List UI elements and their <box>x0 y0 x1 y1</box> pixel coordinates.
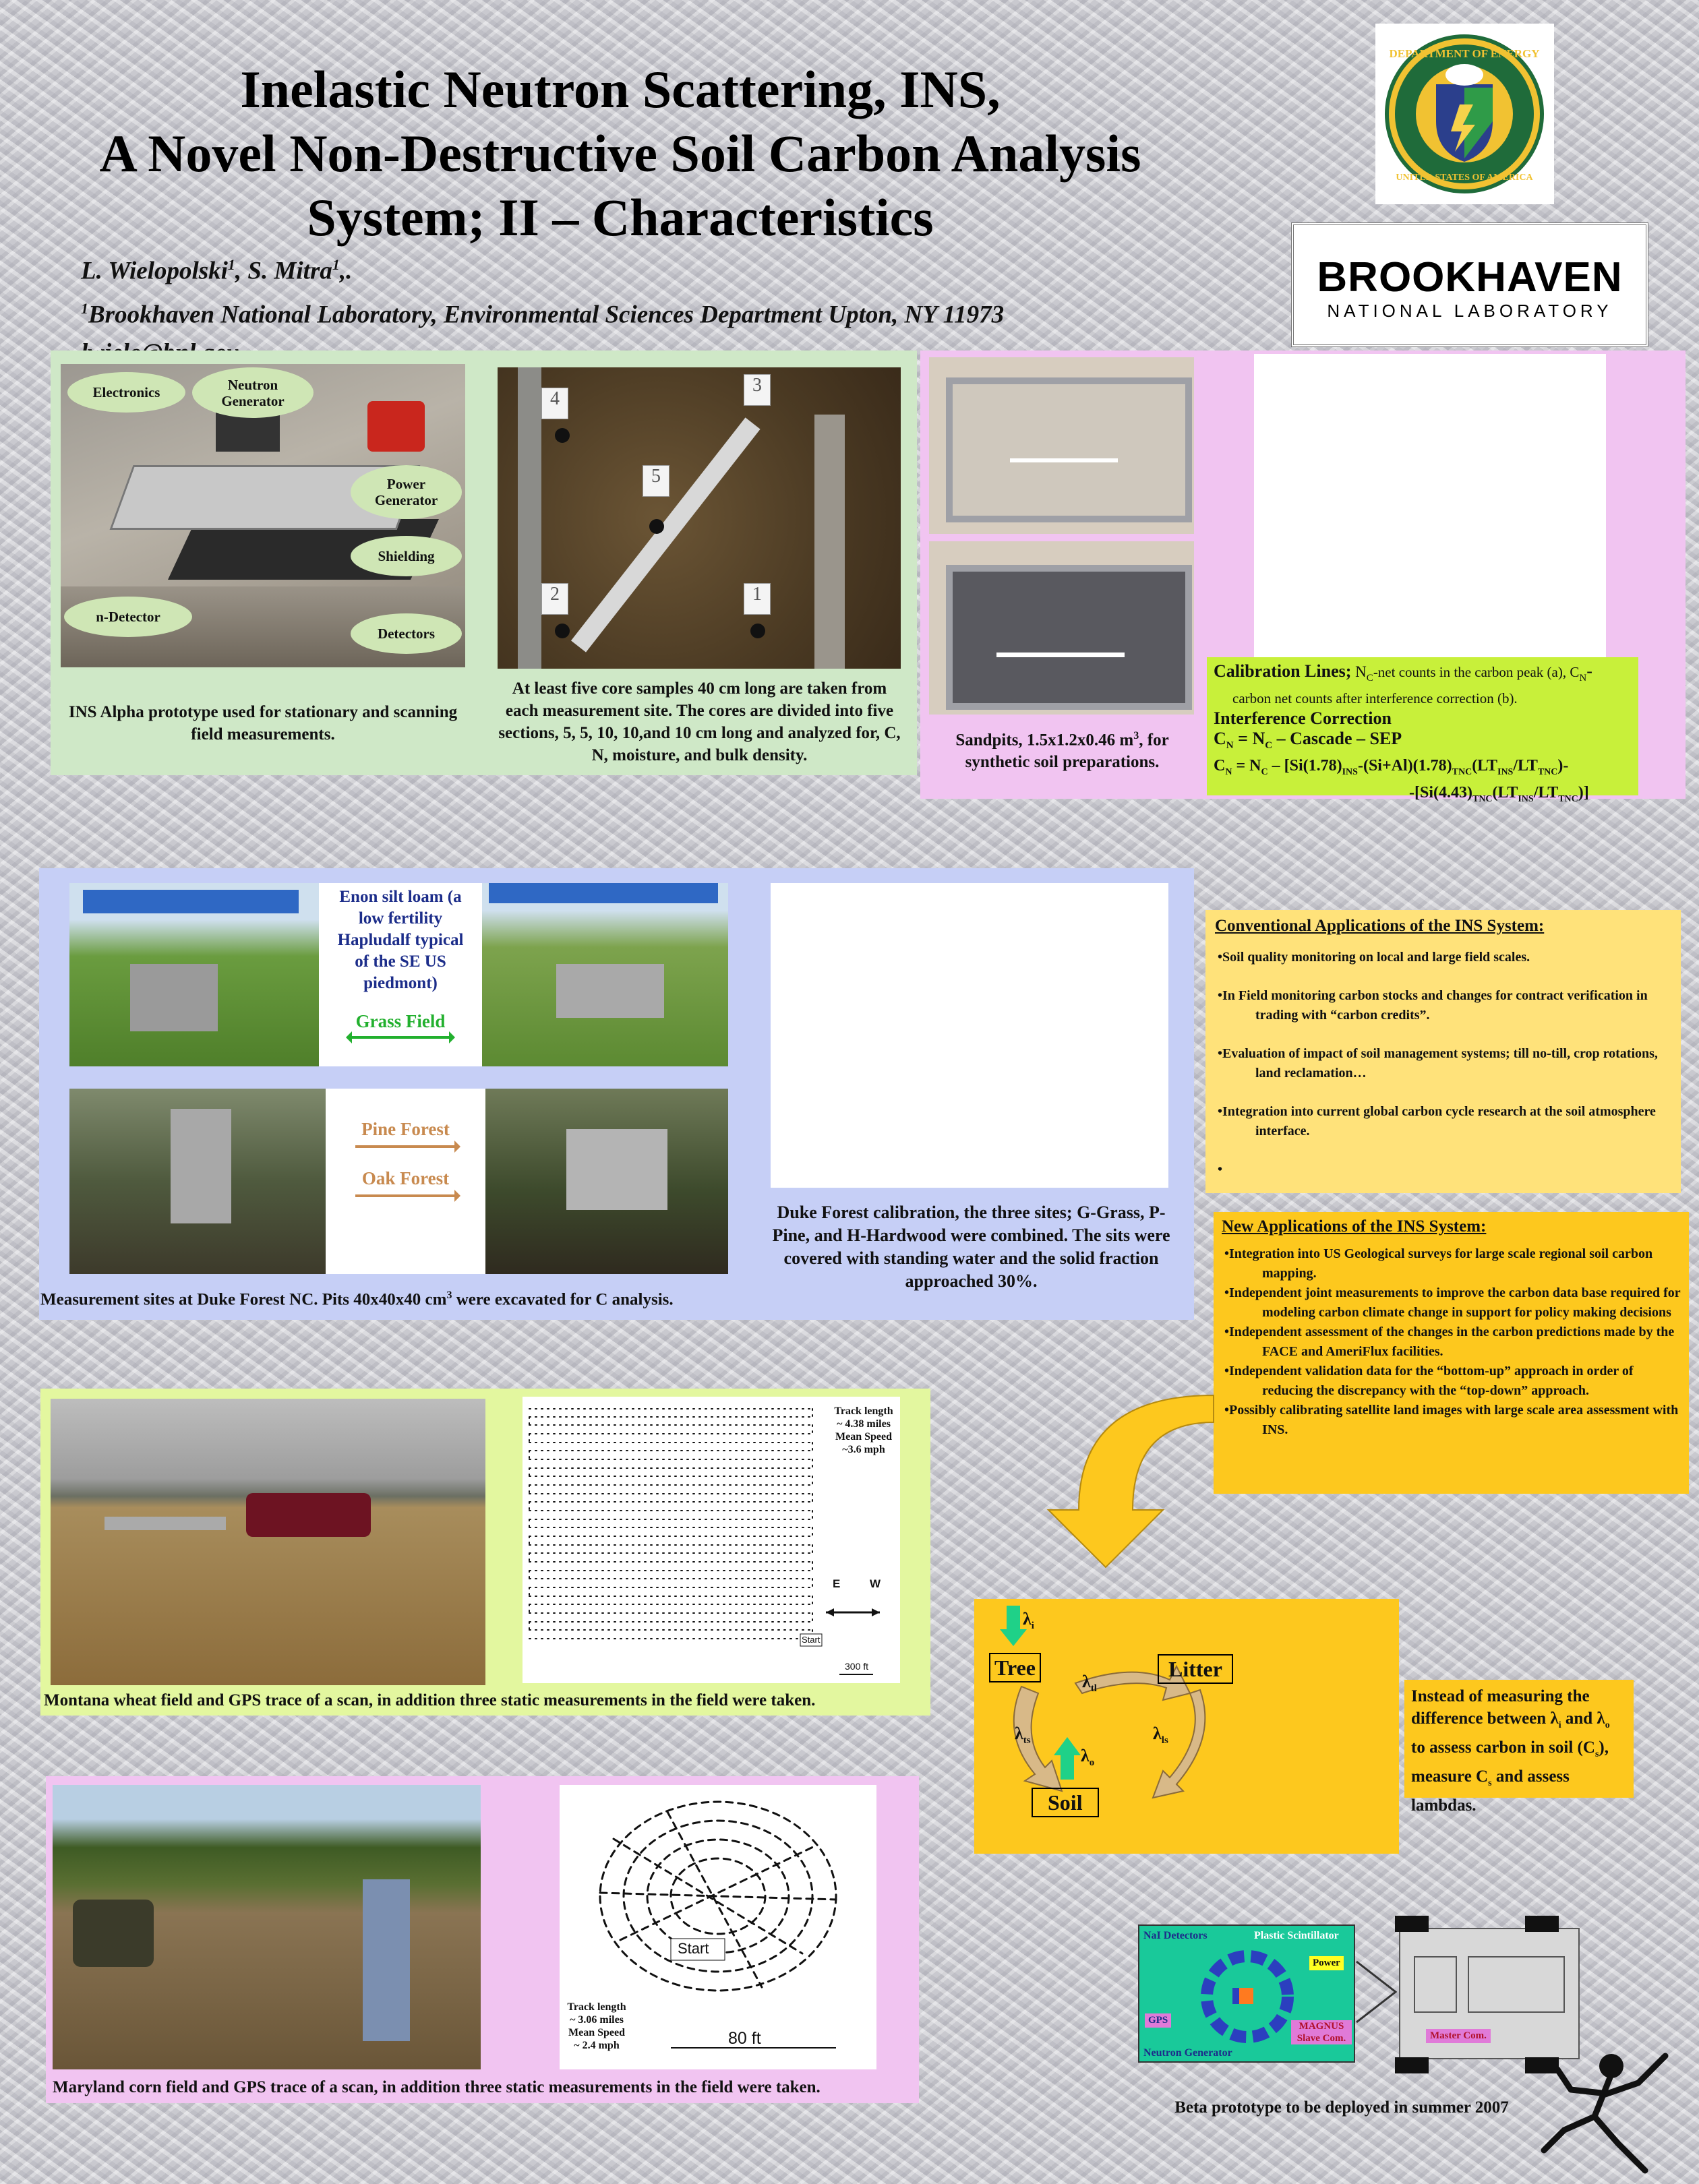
grass-arrow <box>350 1036 451 1039</box>
grass-field-label: Grass Field <box>355 1011 446 1031</box>
new-apps-item: • Independent validation data for the “bottom-up” approach in order of reducing the discrepancy with the “top-down” approach. <box>1222 1362 1681 1401</box>
duke-calibration-caption: Duke Forest calibration, the three sites; G-Grass, P-Pine, and H-Hardwood were combined. The sits were covered with standing water and the solid fraction approached 30%. <box>772 1203 1170 1291</box>
montana-scale-label: 300 ft <box>845 1661 869 1672</box>
core-card-2: 2 <box>541 583 568 615</box>
label-neutron-generator: Neutron Generator <box>192 367 314 418</box>
power-label: Power <box>1309 1956 1344 1970</box>
interference-eq-1: $C_N = N_C$ – Cascade – SEP <box>1214 729 1402 752</box>
carbon-cycle-box <box>974 1599 1399 1854</box>
conventional-item: • Soil quality monitoring on local and large field scales. <box>1215 948 1671 967</box>
beta-prototype-diagram <box>1138 1924 1355 2063</box>
doe-seal <box>1375 24 1554 204</box>
interference-eq-3: $-[Si(4.43)_{TNC}(LT_{INS}/LT_{TNC})]$ <box>1409 784 1589 804</box>
title-line-2: A Novel Non-Destructive Soil Carbon Analysis <box>99 124 1141 183</box>
label-detectors: Detectors <box>351 613 462 654</box>
oak-arrow <box>355 1194 456 1197</box>
core-card-1: 1 <box>744 583 771 615</box>
plastic-scintillator-label: Plastic Scintillator <box>1254 1930 1339 1941</box>
maryland-track-info: Track length ~ 3.06 miles Mean Speed ~ 2.4 mph <box>567 2001 626 2051</box>
label-electronics: Electronics <box>67 372 185 413</box>
conventional-list <box>1215 948 1671 1180</box>
beta-caption: Beta prototype to be deployed in summer 2007 <box>1174 2098 1509 2117</box>
bnl-logo-sub: NATIONAL LABORATORY <box>1327 301 1613 321</box>
interference-heading: Interference Correction <box>1214 708 1392 729</box>
core-card-5: 5 <box>643 465 669 497</box>
lambda-i: $\lambda_i$ <box>1023 1609 1034 1632</box>
sandpit-photo-a <box>929 357 1194 534</box>
calibration-line-2: carbon net counts after interference correction (b). <box>1232 690 1518 707</box>
beta-vehicle-diagram <box>1399 1928 1580 2059</box>
grass-field-photo-right <box>482 883 728 1066</box>
lambda-ts: $\lambda_{ts}$ <box>1015 1724 1031 1747</box>
author-line: L. Wielopolski$^1$, S. Mitra$^1$,. <box>81 256 353 285</box>
lambda-o: $\lambda_o$ <box>1081 1746 1095 1769</box>
new-apps-heading: New Applications of the INS System: <box>1222 1217 1487 1236</box>
maryland-scale-label: 80 ft <box>728 2029 761 2048</box>
gps-label: GPS <box>1145 2013 1171 2028</box>
oak-forest-label: Oak Forest <box>361 1168 450 1188</box>
label-power-generator: Power Generator <box>351 465 462 519</box>
master-com-label: Master Com. <box>1426 2029 1491 2043</box>
compass-w: W <box>870 1577 881 1590</box>
oak-forest-photo <box>485 1089 728 1274</box>
new-apps-item: • Independent assessment of the changes in the carbon predictions made by the FACE and AmeriFlux facilities. <box>1222 1323 1681 1362</box>
calibration-chart-blank <box>1254 354 1606 661</box>
doe-seal-bottom-text: UNITED STATES OF AMERICA <box>1396 173 1533 183</box>
curved-arrow-icon <box>1032 1382 1220 1571</box>
conventional-heading: Conventional Applications of the INS System: <box>1215 917 1545 935</box>
neutron-generator-label: Neutron Generator <box>1143 2047 1232 2059</box>
pine-forest-label: Pine Forest <box>361 1119 450 1139</box>
sandpit-photo-b <box>929 541 1194 715</box>
new-applications-box <box>1214 1212 1689 1494</box>
walking-figure-icon <box>1530 2042 1686 2177</box>
lambda-note-box: Instead of measuring the difference between $\lambda_i$ and $\lambda_o$ to assess carbon in soil $(C_s)$, measure $C_s$ and assess lambdas. <box>1404 1680 1634 1798</box>
conventional-item: • In Field monitoring carbon stocks and changes for contract verification in trading with “carbon credits”. <box>1215 986 1671 1025</box>
node-soil: Soil <box>1032 1788 1099 1817</box>
new-apps-item: • Independent joint measurements to improve the carbon data base required for modeling carbon climate change in support for policy making decisions <box>1222 1283 1681 1323</box>
maryland-gps-trace <box>560 1785 876 2069</box>
duke-caption: Measurement sites at Duke Forest NC. Pits 40x40x40 $cm^3$ were excavated for C analysis. <box>40 1290 674 1309</box>
conventional-item: • Evaluation of impact of soil management systems; till no-till, crop rotations, land reclamation… <box>1215 1044 1671 1083</box>
compass-e: E <box>833 1577 841 1590</box>
title-line-3: System; II – Characteristics <box>307 188 934 247</box>
soil-type-text: Enon silt loam (a low fertility Hapludalf typical of the SE US piedmont) <box>337 888 464 992</box>
alpha-prototype-photo <box>61 364 465 667</box>
prototype-caption: INS Alpha prototype used for stationary and scanning field measurements. <box>68 703 458 744</box>
grass-field-photo-left <box>69 883 319 1066</box>
beta-connector-icon <box>1355 1955 1402 2029</box>
affiliation: $^1$Brookhaven National Laboratory, Environmental Sciences Department Upton, NY 11973 <box>81 300 1005 329</box>
interference-eq-2: $C_N = N_C - [Si(1.78)_{INS}-(Si+Al)(1.78)_{TNC}(LT_{INS}/LT_{TNC})-$ <box>1214 757 1569 778</box>
detector-ring-icon <box>1193 1946 1301 2047</box>
montana-start-label: Start <box>802 1635 821 1645</box>
duke-calibration-chart-blank <box>771 883 1168 1188</box>
maryland-start-label: Start <box>678 1940 709 1957</box>
magnus-label: MAGNUS Slave Com. <box>1291 2020 1352 2044</box>
core-card-4: 4 <box>541 388 568 419</box>
montana-caption: Montana wheat field and GPS trace of a scan, in addition three static measurements in the field were taken. <box>44 1691 816 1709</box>
montana-track-info: Track length ~ 4.38 miles Mean Speed ~3.6 mph <box>834 1405 893 1455</box>
conventional-item <box>1215 1160 1671 1180</box>
pine-forest-photo <box>69 1089 326 1274</box>
poster-title <box>40 57 1200 249</box>
lambda-ls: $\lambda_{ls}$ <box>1153 1724 1168 1747</box>
maryland-caption: Maryland corn field and GPS trace of a scan, in addition three static measurements in the field were taken. <box>53 2078 821 2096</box>
label-n-detector: n-Detector <box>64 597 192 637</box>
calibration-line-1: Calibration Lines; $N_C$-net counts in the carbon peak (a), $C_N-$ <box>1214 661 1592 684</box>
core-samples-photo <box>498 367 901 669</box>
pine-arrow <box>355 1145 456 1148</box>
new-apps-item: • Possibly calibrating satellite land images with large scale area assessment with INS. <box>1222 1401 1681 1440</box>
sandpits-caption: Sandpits, 1.5x1.2x0.46 $m^3$, for synthetic soil preparations. <box>955 730 1169 772</box>
calibration-box <box>1207 657 1638 804</box>
montana-field-photo <box>51 1399 485 1685</box>
cores-caption: At least five core samples 40 cm long are taken from each measurement site. The cores are divided into five sections, 5, 5, 10, 10,and 10 cm long and analyzed for, C, N, moisture, and bulk density. <box>498 679 901 764</box>
conventional-item: • Integration into current global carbon cycle research at the soil atmosphere interface. <box>1215 1102 1671 1141</box>
forest-legend <box>326 1089 485 1274</box>
bnl-logo <box>1291 222 1648 347</box>
new-apps-item: • Integration into US Geological surveys for large scale regional soil carbon mapping. <box>1222 1244 1681 1283</box>
new-apps-list <box>1222 1244 1681 1440</box>
montana-gps-trace <box>523 1397 900 1683</box>
doe-seal-graphic <box>1375 24 1554 204</box>
label-shielding: Shielding <box>351 536 462 576</box>
title-line-1: Inelastic Neutron Scattering, INS, <box>240 60 1001 119</box>
conventional-applications-box <box>1205 910 1681 1193</box>
duke-soil-legend <box>319 883 482 1066</box>
node-litter: Litter <box>1158 1654 1233 1684</box>
core-card-3: 3 <box>744 374 771 406</box>
doe-seal-top-text: DEPARTMENT OF ENERGY <box>1389 47 1540 60</box>
bnl-logo-main: BROOKHAVEN <box>1317 254 1623 301</box>
node-tree: Tree <box>989 1653 1041 1682</box>
maryland-field-photo <box>53 1785 481 2069</box>
nai-detectors-label: NaI Detectors <box>1143 1930 1208 1941</box>
lambda-tl: $\lambda_{tl}$ <box>1082 1672 1097 1695</box>
